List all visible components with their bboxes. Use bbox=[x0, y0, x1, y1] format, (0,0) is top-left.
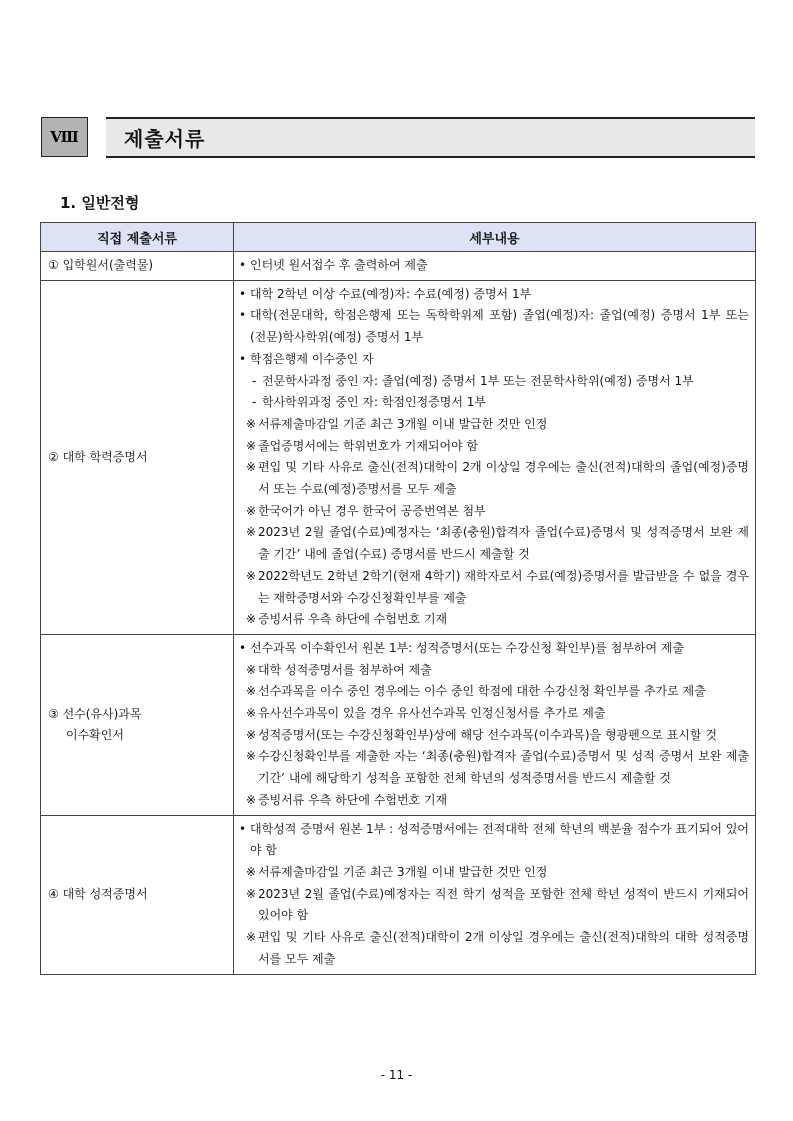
header-documents: 직접 제출서류 bbox=[41, 223, 234, 252]
note-item: ※ 2023년 2월 졸업(수료)예정자는 직전 학기 성적을 포함한 전체 학년 성적이 반드시 기재되어 있어야 함 bbox=[238, 884, 749, 927]
table-row bbox=[41, 252, 756, 281]
chapter-title: 제출서류 bbox=[124, 127, 206, 151]
document-name: ③ 선수(유사)과목 bbox=[48, 706, 142, 721]
note-item: ※ 2022학년도 2학년 2학기(현재 4학기) 재학자로서 수료(예정)증명서를 발급받을 수 없을 경우는 재학증명서와 수강신청확인부를 제출 bbox=[238, 566, 749, 609]
bullet-item: • 대학 2학년 이상 수료(예정)자: 수료(예정) 증명서 1부 bbox=[238, 284, 749, 306]
bullet-item: • 선수과목 이수확인서 원본 1부: 성적증명서(또는 수강신청 확인부)를 첨부하여 제출 bbox=[238, 638, 749, 660]
note-item: ※ 선수과목을 이수 중인 경우에는 이수 중인 학점에 대한 수강신청 확인부를 추가로 제출 bbox=[238, 681, 749, 703]
note-item: ※ 증빙서류 우측 하단에 수험번호 기재 bbox=[238, 790, 749, 812]
table-row bbox=[41, 634, 756, 815]
note-item: ※ 편입 및 기타 사유로 출신(전적)대학이 2개 이상일 경우에는 출신(전적)대학의 졸업(예정)증명서 또는 수료(예정)증명서를 모두 제출 bbox=[238, 457, 749, 500]
table-row bbox=[41, 280, 756, 634]
chapter-number: Ⅷ bbox=[50, 128, 79, 146]
note-item: ※ 한국어가 아닌 경우 한국어 공증번역본 첨부 bbox=[238, 501, 749, 523]
document-name: ④ 대학 성적증명서 bbox=[48, 887, 148, 902]
section-title: 1. 일반전형 bbox=[60, 194, 140, 212]
document-name: ② 대학 학력증명서 bbox=[48, 449, 148, 464]
document-name-cell bbox=[41, 815, 234, 974]
note-item: ※ 대학 성적증명서를 첨부하여 제출 bbox=[238, 660, 749, 682]
note-item: ※ 서류제출마감일 기준 최근 3개월 이내 발급한 것만 인정 bbox=[238, 414, 749, 436]
bullet-item: • 대학성적 증명서 원본 1부 : 성적증명서에는 전적대학 전체 학년의 백분율 점수가 표기되어 있어야 함 bbox=[238, 819, 749, 862]
chapter-number-box bbox=[41, 117, 88, 157]
table-header-row bbox=[41, 223, 756, 252]
note-item: ※ 2023년 2월 졸업(수료)예정자는 ‘최종(충원)합격자 졸업(수료)증명서 및 성적증명서 보완 제출 기간’ 내에 졸업(수료) 증명서를 반드시 제출할 것 bbox=[238, 522, 749, 565]
note-item: ※ 성적증명서(또는 수강신청확인부)상에 해당 선수과목(이수과목)을 형광펜으로 표시할 것 bbox=[238, 725, 749, 747]
detail-cell bbox=[234, 815, 756, 974]
note-item: ※ 서류제출마감일 기준 최근 3개월 이내 발급한 것만 인정 bbox=[238, 862, 749, 884]
bullet-item: • 대학(전문대학, 학점은행제 또는 독학학위제 포함) 졸업(예정)자: 졸업(예정) 증명서 1부 또는 (전문)학사학위(예정) 증명서 1부 bbox=[238, 305, 749, 348]
document-name: ① 입학원서(출력물) bbox=[48, 258, 154, 273]
document-name-cell bbox=[41, 634, 234, 815]
documents-table bbox=[40, 222, 756, 975]
note-item: ※ 편입 및 기타 사유로 출신(전적)대학이 2개 이상일 경우에는 출신(전적)대학의 대학 성적증명서를 모두 제출 bbox=[238, 927, 749, 970]
dash-item: - 전문학사과정 중인 자: 졸업(예정) 증명서 1부 또는 전문학사학위(예정) 증명서 1부 bbox=[238, 371, 749, 393]
document-name: 이수확인서 bbox=[66, 727, 124, 742]
document-name-cell bbox=[41, 252, 234, 281]
table-row bbox=[41, 815, 756, 974]
dash-item: - 학사학위과정 중인 자: 학점인정증명서 1부 bbox=[238, 392, 749, 414]
table-body bbox=[41, 252, 756, 975]
page-number: - 11 - bbox=[380, 1068, 413, 1082]
note-item: ※ 증빙서류 우측 하단에 수험번호 기재 bbox=[238, 609, 749, 631]
chapter-title-bar bbox=[106, 117, 755, 158]
detail-cell bbox=[234, 634, 756, 815]
detail-cell bbox=[234, 252, 756, 281]
note-item: ※ 유사선수과목이 있을 경우 유사선수과목 인정신청서를 추가로 제출 bbox=[238, 703, 749, 725]
note-item: ※ 수강신청확인부를 제출한 자는 ‘최종(충원)합격자 졸업(수료)증명서 및 성적 증명서 보완 제출 기간’ 내에 해당학기 성적을 포함한 전체 학년의 성적증명서를 반드시 제출할 것 bbox=[238, 746, 749, 789]
bullet-item: • 인터넷 원서접수 후 출력하여 제출 bbox=[238, 255, 749, 277]
header-details: 세부내용 bbox=[234, 223, 756, 252]
detail-cell bbox=[234, 280, 756, 634]
note-item: ※ 졸업증명서에는 학위번호가 기재되어야 함 bbox=[238, 436, 749, 458]
bullet-item: • 학점은행제 이수중인 자 bbox=[238, 349, 749, 371]
document-name-cell bbox=[41, 280, 234, 634]
